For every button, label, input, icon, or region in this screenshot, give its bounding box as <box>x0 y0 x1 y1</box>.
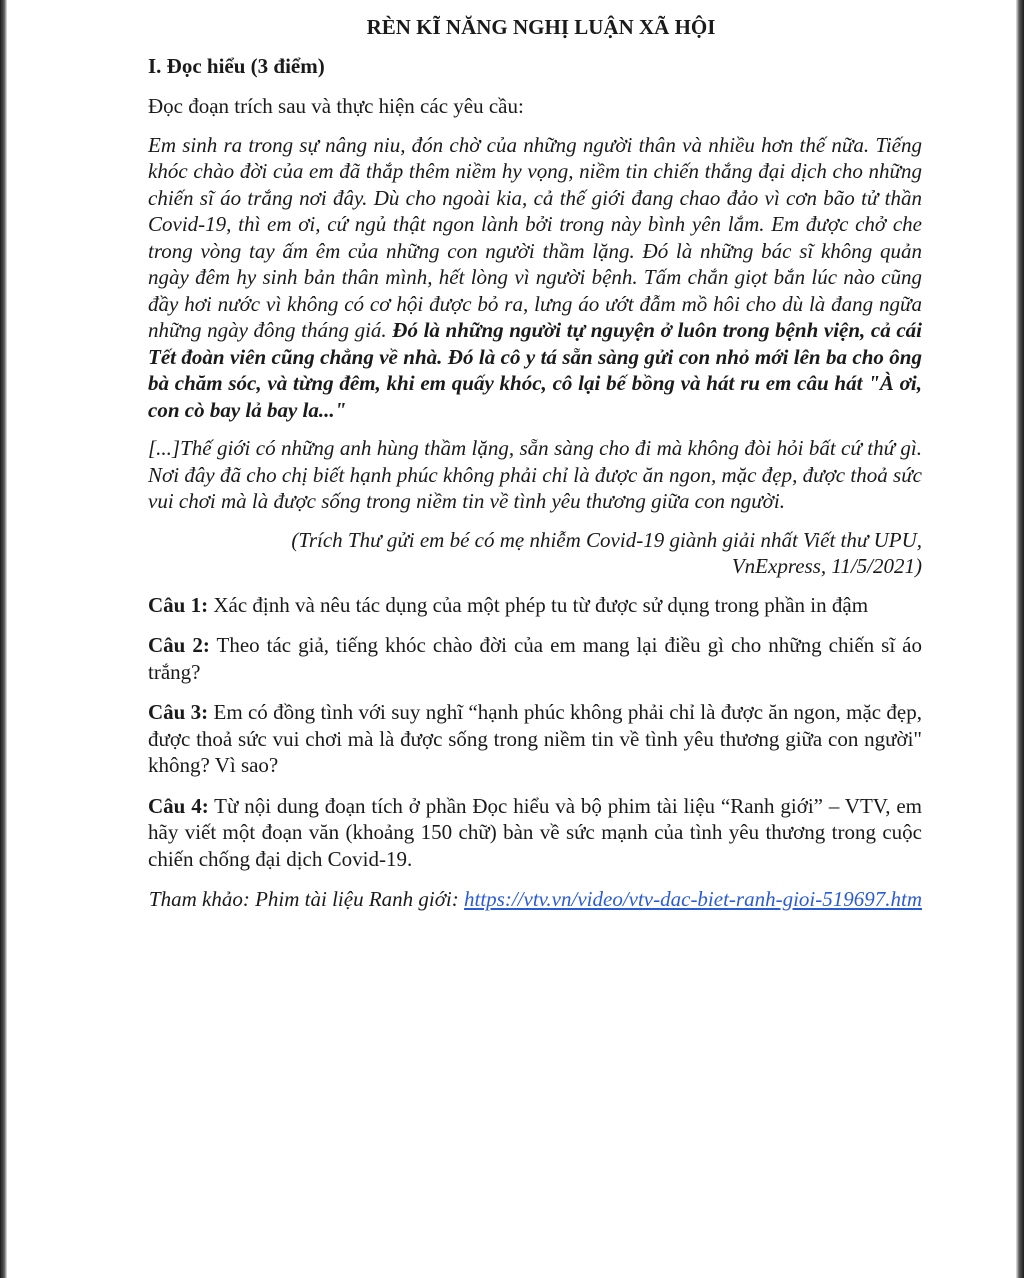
reference-label: Tham khảo: Phim tài liệu Ranh giới: <box>148 887 465 911</box>
passage-paragraph-2: [...]Thế giới có những anh hùng thầm lặng, sẵn sàng cho đi mà không đòi hỏi bất cứ thứ gì. Nơi đây đã cho chị biết hạnh phúc không phải chỉ là được ăn ngon, mặc đẹp, được thoả sức vui chơi mà là được sống trong niềm tin về tình yêu thương giữa con người. <box>148 436 922 513</box>
question-3 <box>148 699 922 779</box>
passage-paragraph-1 <box>148 132 922 424</box>
reference-line <box>148 886 922 913</box>
question-label: Câu 2: <box>148 633 210 657</box>
question-label: Câu 4: <box>148 793 209 818</box>
question-label: Câu 1: <box>148 592 209 617</box>
scan-edge-right <box>1016 0 1024 1278</box>
scan-edge-left <box>0 0 7 1278</box>
passage-source <box>148 527 922 580</box>
source-line-2: VnExpress, 11/5/2021) <box>731 554 922 578</box>
question-text: Em có đồng tình với suy nghĩ “hạnh phúc không phải chỉ là được ăn ngon, mặc đẹp, được thoả sức vui chơi mà là được sống trong niềm tin về tình yêu thương giữa con người" không? Vì sao? <box>148 700 923 777</box>
passage-bold-text: Đó là những người tự nguyện ở luôn trong bệnh viện, cả cái Tết đoàn viên cũng chẳng về nhà. Đó là cô y tá sẵn sàng gửi con nhỏ mới lên ba cho ông bà chăm sóc, và từng đêm, khi em quấy khóc, cô lại bế bồng và hát ru em câu hát "À ơi, con cò bay lả bay la..." <box>148 318 922 422</box>
source-line-1: (Trích Thư gửi em bé có mẹ nhiễm Covid-19 giành giải nhất Viết thư UPU, <box>291 527 922 552</box>
question-text: Theo tác giả, tiếng khóc chào đời của em mang lại điều gì cho những chiến sĩ áo trắng? <box>148 633 923 684</box>
question-1 <box>148 592 922 619</box>
document-page <box>148 14 922 913</box>
question-text: Từ nội dung đoạn tích ở phần Đọc hiểu và bộ phim tài liệu “Ranh giới” – VTV, em hãy viết một đoạn văn (khoảng 150 chữ) bàn về sức mạnh của tình yêu thương trong cuộc chiến chống đại dịch Covid-19. <box>148 793 922 871</box>
question-4 <box>148 793 922 873</box>
section-heading: I. Đọc hiểu (3 điểm) <box>148 53 325 78</box>
question-label: Câu 3: <box>148 700 209 724</box>
question-text: Xác định và nêu tác dụng của một phép tu từ được sử dụng trong phần in đậm <box>208 592 869 617</box>
instruction-text: Đọc đoạn trích sau và thực hiện các yêu cầu: <box>148 94 524 118</box>
question-2 <box>148 632 922 685</box>
passage-text: Em sinh ra trong sự nâng niu, đón chờ của những người thân và nhiều hơn thế nữa. Tiếng khóc chào đời của em đã thắp thêm niềm hy vọng, niềm tin chiến thắng đại dịch cho những chiến sĩ áo trắng nơi đây. Dù cho ngoài kia, cả thế giới đang chao đảo vì cơn bão tử thần Covid-19, thì em ơi, cứ ngủ thật ngon lành bởi trong này bình yên lắm. Em được chở che trong vòng tay ấm êm của những con người thầm lặng. Đó là những bác sĩ không quản ngày đêm hy sinh bản thân mình, hết lòng vì người bệnh. Tấm chắn giọt bắn lúc nào cũng đầy hơi nước vì không có cơ hội được bỏ ra, lưng áo ướt đẫm mồ hôi cho dù là đang ngữa những ngày đông tháng giá. <box>148 132 922 342</box>
reference-link[interactable]: https://vtv.vn/video/vtv-dac-biet-ranh-gioi-519697.htm <box>464 887 922 911</box>
document-title: RÈN KĨ NĂNG NGHỊ LUẬN XÃ HỘI <box>366 15 716 39</box>
